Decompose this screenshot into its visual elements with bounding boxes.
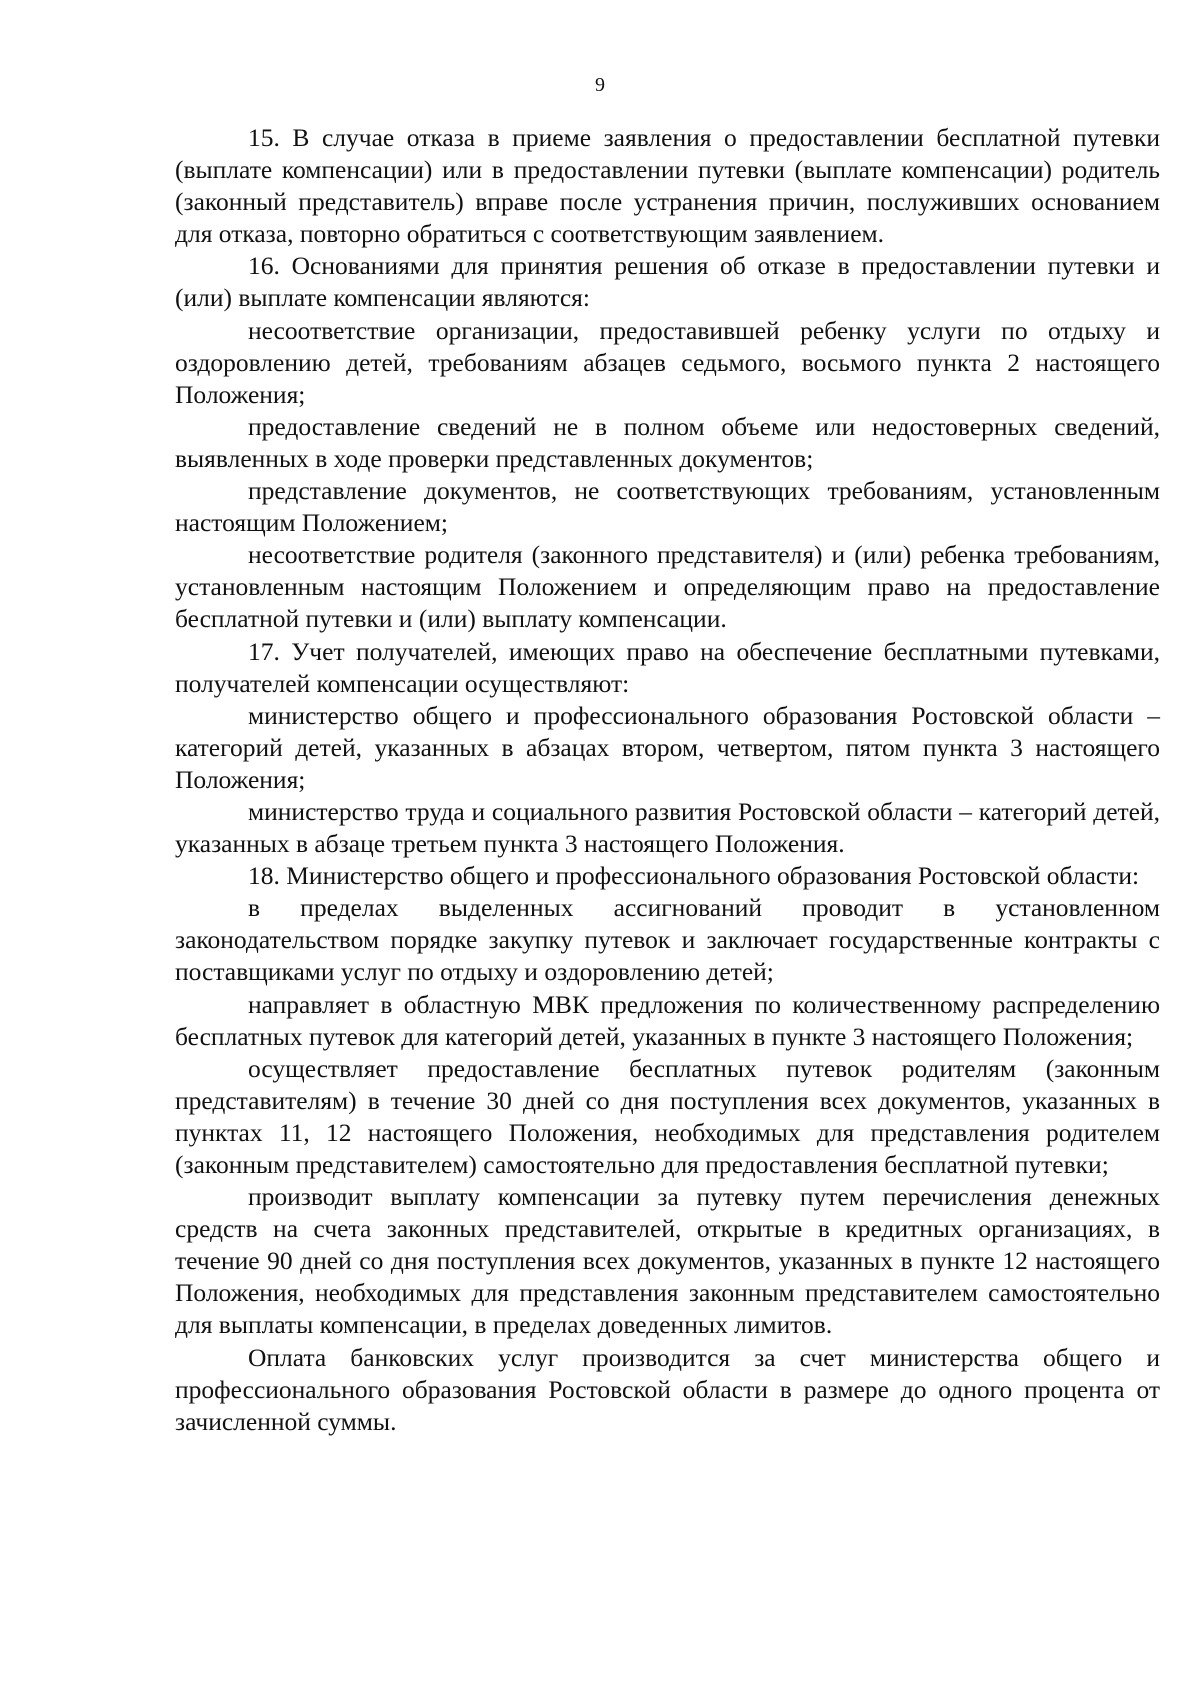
paragraph-16-item-4: несоответствие родителя (законного представителя) и (или) ребенка требованиям, установленным настоящим Положением и определяющим право на предоставление бесплатной путевки и (или) выплату компенсации. [175,540,1160,634]
paragraph-17: 17. Учет получателей, имеющих право на обеспечение бесплатными путевками, получателей компенсации осуществляют: [175,636,1160,698]
paragraph-16-item-3: представление документов, не соответствующих требованиям, установленным настоящим Положением; [175,476,1160,538]
paragraph-bank-fees: Оплата банковских услуг производится за счет министерства общего и профессионального образования Ростовской области в размере до одного процента от зачисленной суммы. [175,1342,1160,1436]
paragraph-16-item-2: предоставление сведений не в полном объеме или недостоверных сведений, выявленных в ходе проверки представленных документов; [175,411,1160,473]
paragraph-18-item-2: направляет в областную МВК предложения по количественному распределению бесплатных путевок для категорий детей, указанных в пункте 3 настоящего Положения; [175,989,1160,1051]
paragraph-16-item-1: несоответствие организации, предоставившей ребенку услуги по отдыху и оздоровлению детей, требованиям абзацев седьмого, восьмого пункта 2 настоящего Положения; [175,315,1160,409]
paragraph-17-item-1: министерство общего и профессионального образования Ростовской области – категорий детей, указанных в абзацах втором, четвертом, пятом пункта 3 настоящего Положения; [175,700,1160,794]
paragraph-18-item-3: осуществляет предоставление бесплатных путевок родителям (законным представителям) в течение 30 дней со дня поступления всех документов, указанных в пунктах 11, 12 настоящего Положения, необходимых для представления родителем (законным представителем) самостоятельно для предоставления бесплатной путевки; [175,1053,1160,1179]
paragraph-18-item-1: в пределах выделенных ассигнований проводит в установленном законодательством порядке закупку путевок и заключает государственные контракты с поставщиками услуг по отдыху и оздоровлению детей; [175,893,1160,987]
paragraph-15: 15. В случае отказа в приеме заявления о предоставлении бесплатной путевки (выплате компенсации) или в предоставлении путевки (выплате компенсации) родитель (законный представитель) вправе после устранения причин, послуживших основанием для отказа, повторно обратиться с соответствующим заявлением. [175,123,1160,249]
paragraph-16: 16. Основаниями для принятия решения об отказе в предоставлении путевки и (или) выплате компенсации являются: [175,251,1160,313]
paragraph-18-item-4: производит выплату компенсации за путевку путем перечисления денежных средств на счета законных представителей, открытые в кредитных организациях, в течение 90 дней со дня поступления всех документов, указанных в пункте 12 настоящего Положения, необходимых для представления законным представителем самостоятельно для выплаты компенсации, в пределах доведенных лимитов. [175,1182,1160,1340]
document-body [175,122,1160,1438]
paragraph-17-item-2: министерство труда и социального развития Ростовской области – категорий детей, указанных в абзаце третьем пункта 3 настоящего Положения. [175,796,1160,859]
page-number: 9 [595,74,605,96]
paragraph-18: 18. Министерство общего и профессионального образования Ростовской области: [248,861,1140,891]
